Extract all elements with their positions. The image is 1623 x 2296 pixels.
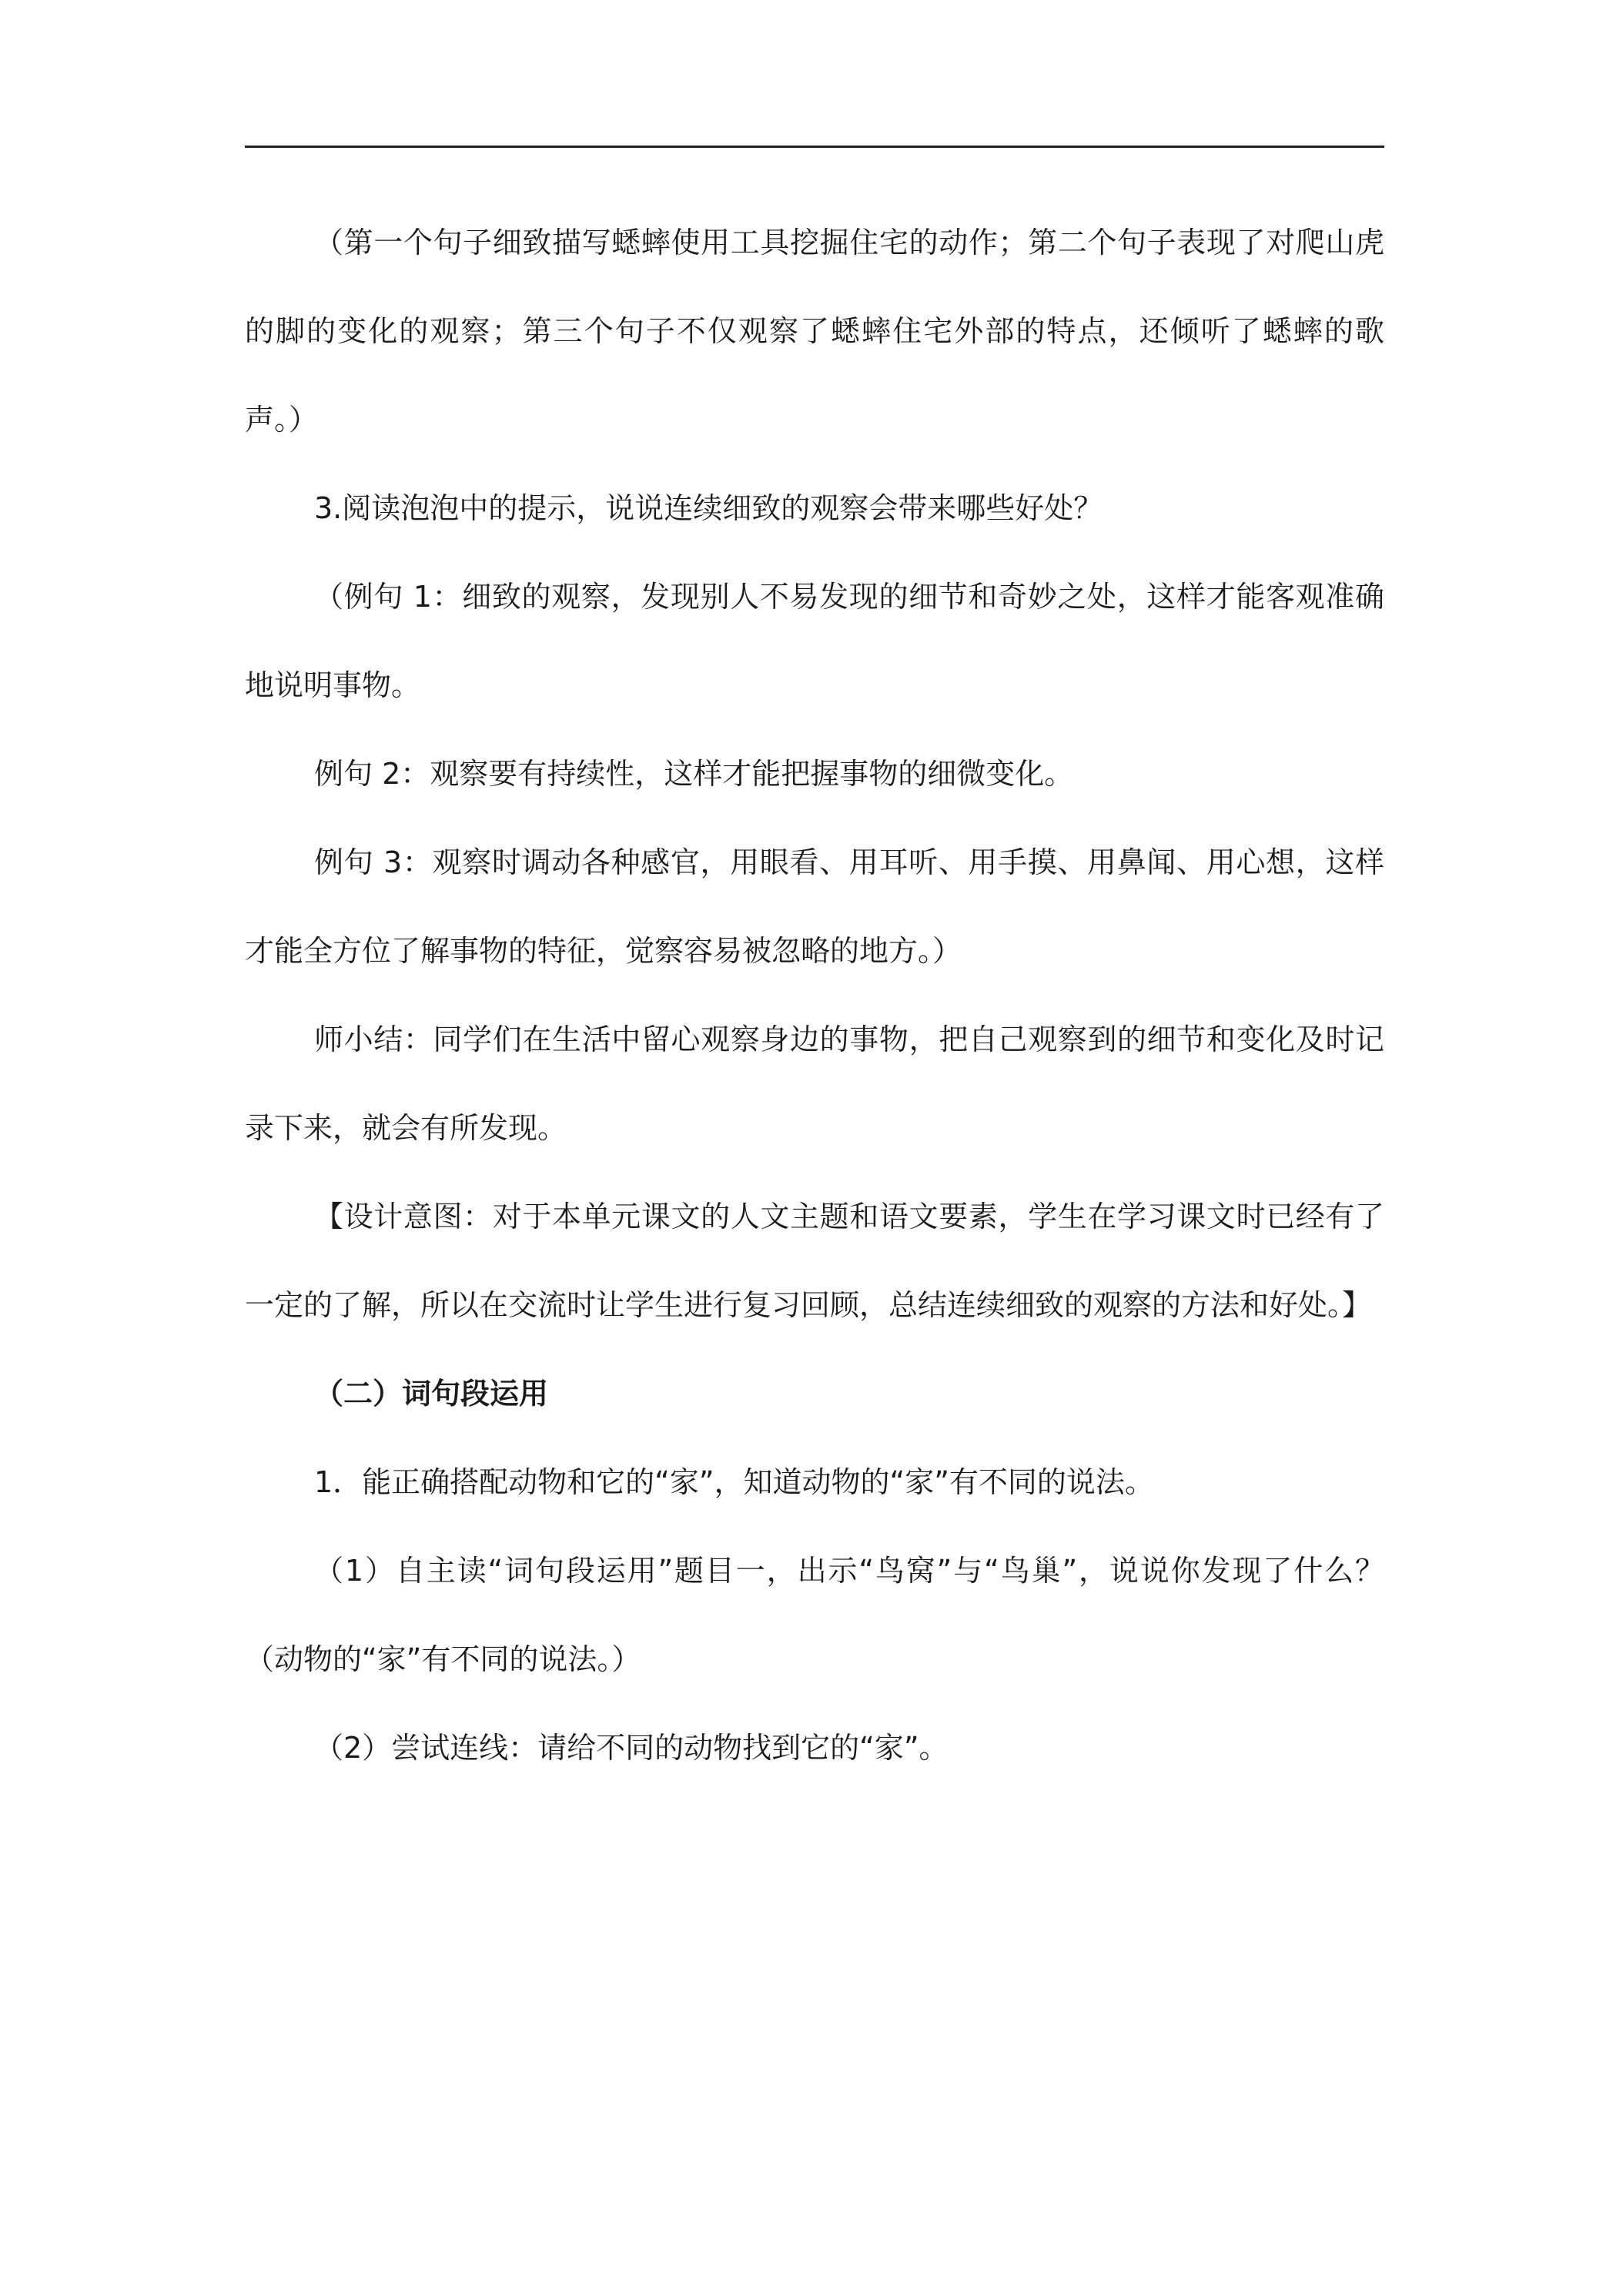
- paragraph-teacher-summary: 师小结：同学们在生活中留心观察身边的事物，把自己观察到的细节和变化及时记录下来，就会有所发现。: [245, 1022, 1384, 1145]
- paragraph-subitem-1: （1）自主读“词句段运用”题目一，出示“鸟窝”与“鸟巢”，说说你发现了什么？（动物的“家”有不同的说法。）: [245, 1554, 1384, 1676]
- document-body: [245, 199, 1384, 1792]
- paragraph-design-intent: 【设计意图：对于本单元课文的人文主题和语文要素，学生在学习课文时已经有了一定的了解，所以在交流时让学生进行复习回顾，总结连续细致的观察的方法和好处。】: [245, 1200, 1384, 1322]
- paragraph-example-3: 例句 3：观察时调动各种感官，用眼看、用耳听、用手摸、用鼻闻、用心想，这样才能全方位了解事物的特征，觉察容易被忽略的地方。）: [245, 845, 1384, 968]
- paragraph-example-1: （例句 1：细致的观察，发现别人不易发现的细节和奇妙之处，这样才能客观准确地说明事物。: [245, 580, 1384, 702]
- paragraph-subitem-2: （2）尝试连线：请给不同的动物找到它的“家”。: [314, 1731, 949, 1765]
- paragraph-item-1: 1．能正确搭配动物和它的“家”，知道动物的“家”有不同的说法。: [314, 1465, 1154, 1499]
- paragraph-example-2: 例句 2：观察要有持续性，这样才能把握事物的细微变化。: [314, 757, 1074, 791]
- paragraph-question-3: 3.阅读泡泡中的提示，说说连续细致的观察会带来哪些好处？: [314, 491, 1103, 525]
- header-rule: [245, 146, 1384, 148]
- section-heading: （二）词句段运用: [314, 1377, 549, 1411]
- paragraph-answer-sentences: （第一个句子细致描写蟋蟀使用工具挖掘住宅的动作；第二个句子表现了对爬山虎的脚的变化的观察；第三个句子不仅观察了蟋蟀住宅外部的特点，还倾听了蟋蟀的歌声。）: [245, 226, 1384, 437]
